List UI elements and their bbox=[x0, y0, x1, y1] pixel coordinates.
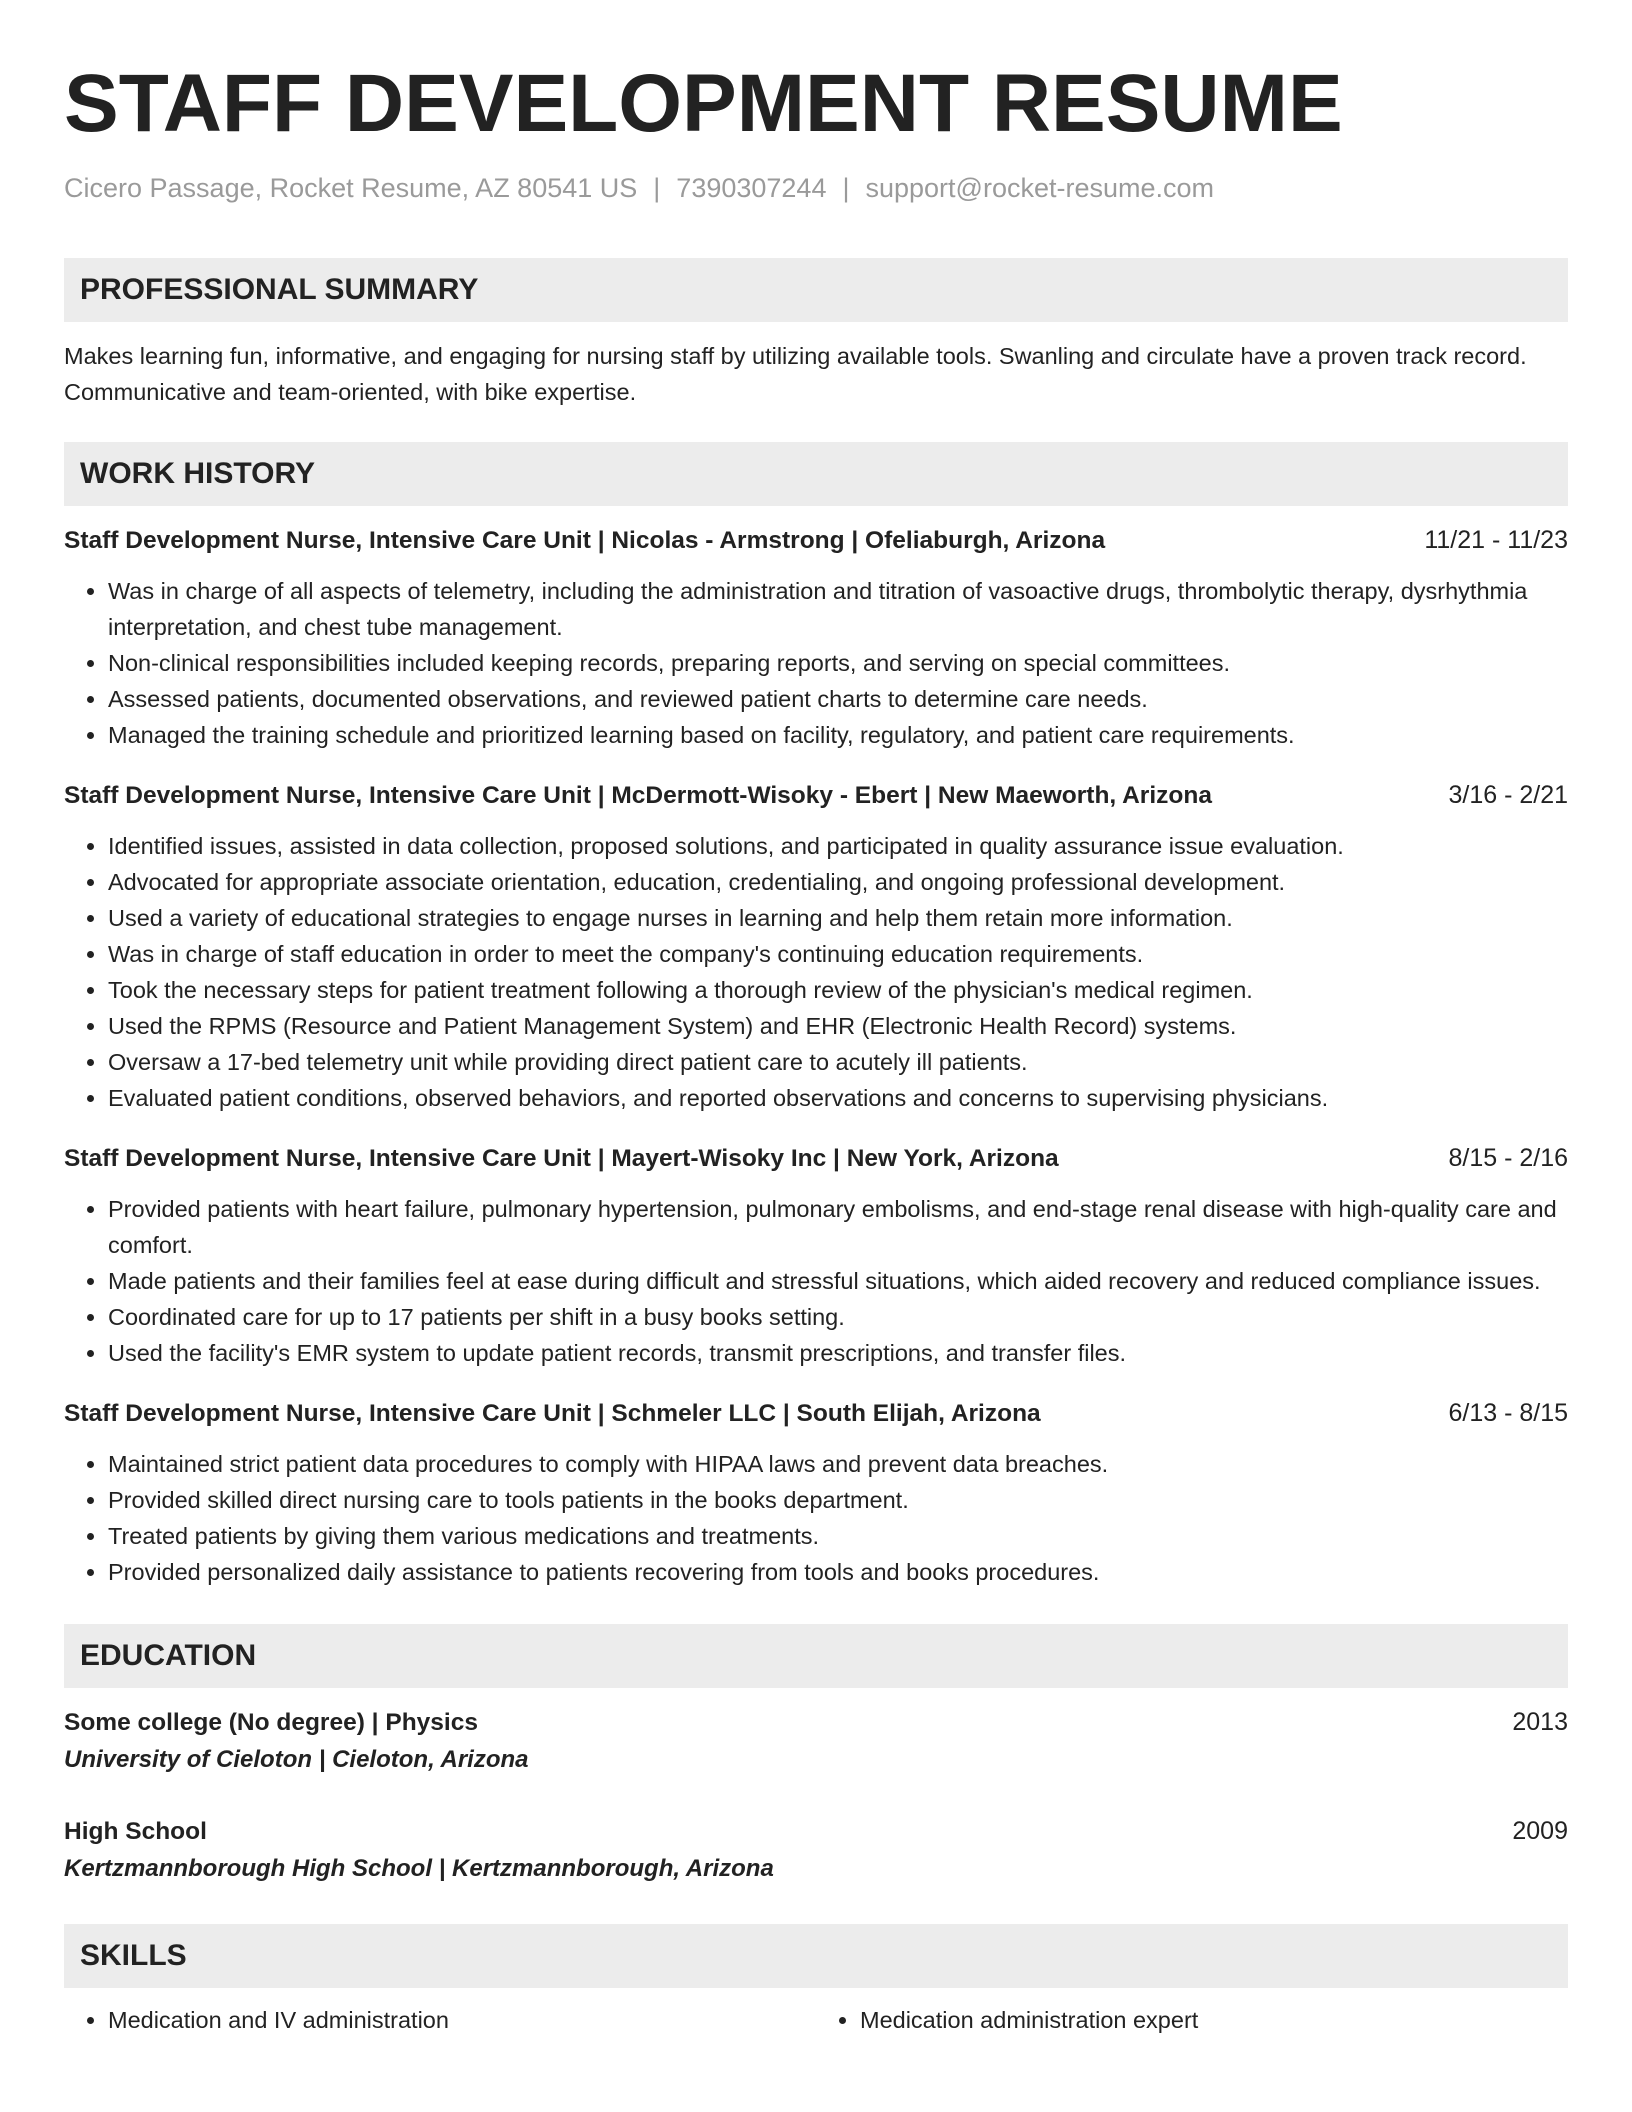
job-bullet: • Identified issues, assisted in data collection, proposed solutions, and participated in quality assurance issue evaluation. bbox=[108, 828, 1568, 864]
skills-column-right bbox=[816, 2002, 1568, 2038]
job-title: Staff Development Nurse, Intensive Care Unit | Mayert-Wisoky Inc | New York, Arizona bbox=[64, 1145, 1059, 1172]
job-bullets bbox=[64, 828, 1568, 1116]
job-bullets bbox=[64, 1446, 1568, 1590]
summary-text: Makes learning fun, informative, and engaging for nursing staff by utilizing available tools. Swanling and circulate have a proven track record. Communicative and team-oriented, with bike expertise. bbox=[64, 343, 1527, 405]
job-bullet: • Treated patients by giving them various medications and treatments. bbox=[108, 1518, 1568, 1554]
skills-heading: SKILLS bbox=[64, 1924, 1568, 1988]
skills-list bbox=[64, 2002, 1568, 2038]
job-bullet: • Coordinated care for up to 17 patients per shift in a busy books setting. bbox=[108, 1299, 1568, 1335]
job-title: Staff Development Nurse, Intensive Care Unit | Schmeler LLC | South Elijah, Arizona bbox=[64, 1400, 1041, 1427]
education-year: 2013 bbox=[1512, 1708, 1568, 1736]
education-year: 2009 bbox=[1512, 1817, 1568, 1845]
job-title: Staff Development Nurse, Intensive Care Unit | McDermott-Wisoky - Ebert | New Maeworth, Arizona bbox=[64, 782, 1212, 809]
job-bullet: • Took the necessary steps for patient treatment following a thorough review of the physician's medical regimen. bbox=[108, 972, 1568, 1008]
education-entry bbox=[64, 1704, 1568, 1779]
education-school: University of Cieloton | Cieloton, Arizona bbox=[64, 1746, 529, 1773]
job-entry bbox=[64, 1140, 1568, 1371]
job-bullet: • Was in charge of staff education in order to meet the company's continuing education requirements. bbox=[108, 936, 1568, 972]
education-degree: High School bbox=[64, 1818, 207, 1845]
skills-column-left bbox=[64, 2002, 816, 2038]
job-bullet: • Oversaw a 17-bed telemetry unit while providing direct patient care to acutely ill patients. bbox=[108, 1044, 1568, 1080]
job-bullet: • Provided personalized daily assistance to patients recovering from tools and books procedures. bbox=[108, 1554, 1568, 1590]
job-bullet: • Maintained strict patient data procedures to comply with HIPAA laws and prevent data breaches. bbox=[108, 1446, 1568, 1482]
job-entry bbox=[64, 777, 1568, 1116]
skill-item: • Medication administration expert bbox=[860, 2002, 1568, 2038]
job-bullet: • Provided skilled direct nursing care to tools patients in the books department. bbox=[108, 1482, 1568, 1518]
education-header bbox=[64, 1813, 1568, 1850]
job-bullet: • Managed the training schedule and prioritized learning based on facility, regulatory, and patient care requirements. bbox=[108, 717, 1568, 753]
contact-line bbox=[64, 170, 1568, 206]
job-dates: 3/16 - 2/21 bbox=[1448, 781, 1568, 809]
job-header bbox=[64, 1140, 1568, 1177]
job-entry bbox=[64, 1395, 1568, 1590]
skill-item: • Medication and IV administration bbox=[108, 2002, 816, 2038]
work-history-heading: WORK HISTORY bbox=[64, 442, 1568, 506]
job-bullet: • Assessed patients, documented observations, and reviewed patient charts to determine care needs. bbox=[108, 681, 1568, 717]
job-bullet: • Used a variety of educational strategies to engage nurses in learning and help them retain more information. bbox=[108, 900, 1568, 936]
job-bullet: • Provided patients with heart failure, pulmonary hypertension, pulmonary embolisms, and end-stage renal disease with high-quality care and comfort. bbox=[108, 1191, 1568, 1263]
job-header bbox=[64, 777, 1568, 814]
education-heading: EDUCATION bbox=[64, 1624, 1568, 1688]
contact-address: Cicero Passage, Rocket Resume, AZ 80541 US bbox=[64, 173, 638, 203]
education-degree: Some college (No degree) | Physics bbox=[64, 1709, 478, 1736]
job-header bbox=[64, 522, 1568, 559]
job-bullet: • Was in charge of all aspects of telemetry, including the administration and titration of vasoactive drugs, thrombolytic therapy, dysrhythmia interpretation, and chest tube management. bbox=[108, 573, 1568, 645]
contact-separator: | bbox=[653, 173, 661, 203]
contact-email: support@rocket-resume.com bbox=[865, 173, 1215, 203]
job-dates: 8/15 - 2/16 bbox=[1448, 1144, 1568, 1172]
job-bullet: • Made patients and their families feel at ease during difficult and stressful situations, which aided recovery and reduced compliance issues. bbox=[108, 1263, 1568, 1299]
job-entry bbox=[64, 522, 1568, 753]
job-bullet: • Non-clinical responsibilities included keeping records, preparing reports, and serving on special committees. bbox=[108, 645, 1568, 681]
job-bullet: • Used the RPMS (Resource and Patient Management System) and EHR (Electronic Health Record) systems. bbox=[108, 1008, 1568, 1044]
contact-phone: 7390307244 bbox=[676, 173, 827, 203]
education-school: Kertzmannborough High School | Kertzmannborough, Arizona bbox=[64, 1855, 774, 1882]
contact-separator: | bbox=[842, 173, 850, 203]
job-header bbox=[64, 1395, 1568, 1432]
job-bullets bbox=[64, 573, 1568, 753]
education-header bbox=[64, 1704, 1568, 1741]
job-title: Staff Development Nurse, Intensive Care Unit | Nicolas - Armstrong | Ofeliaburgh, Arizona bbox=[64, 527, 1106, 554]
job-dates: 6/13 - 8/15 bbox=[1448, 1399, 1568, 1427]
job-bullet: • Used the facility's EMR system to update patient records, transmit prescriptions, and transfer files. bbox=[108, 1335, 1568, 1371]
summary-heading: PROFESSIONAL SUMMARY bbox=[64, 258, 1568, 322]
education-entry bbox=[64, 1813, 1568, 1888]
job-bullet: • Advocated for appropriate associate orientation, education, credentialing, and ongoing professional development. bbox=[108, 864, 1568, 900]
job-bullet: • Evaluated patient conditions, observed behaviors, and reported observations and concerns to supervising physicians. bbox=[108, 1080, 1568, 1116]
job-dates: 11/21 - 11/23 bbox=[1424, 526, 1568, 554]
job-bullets bbox=[64, 1191, 1568, 1371]
resume-title: STAFF DEVELOPMENT RESUME bbox=[64, 58, 1343, 149]
